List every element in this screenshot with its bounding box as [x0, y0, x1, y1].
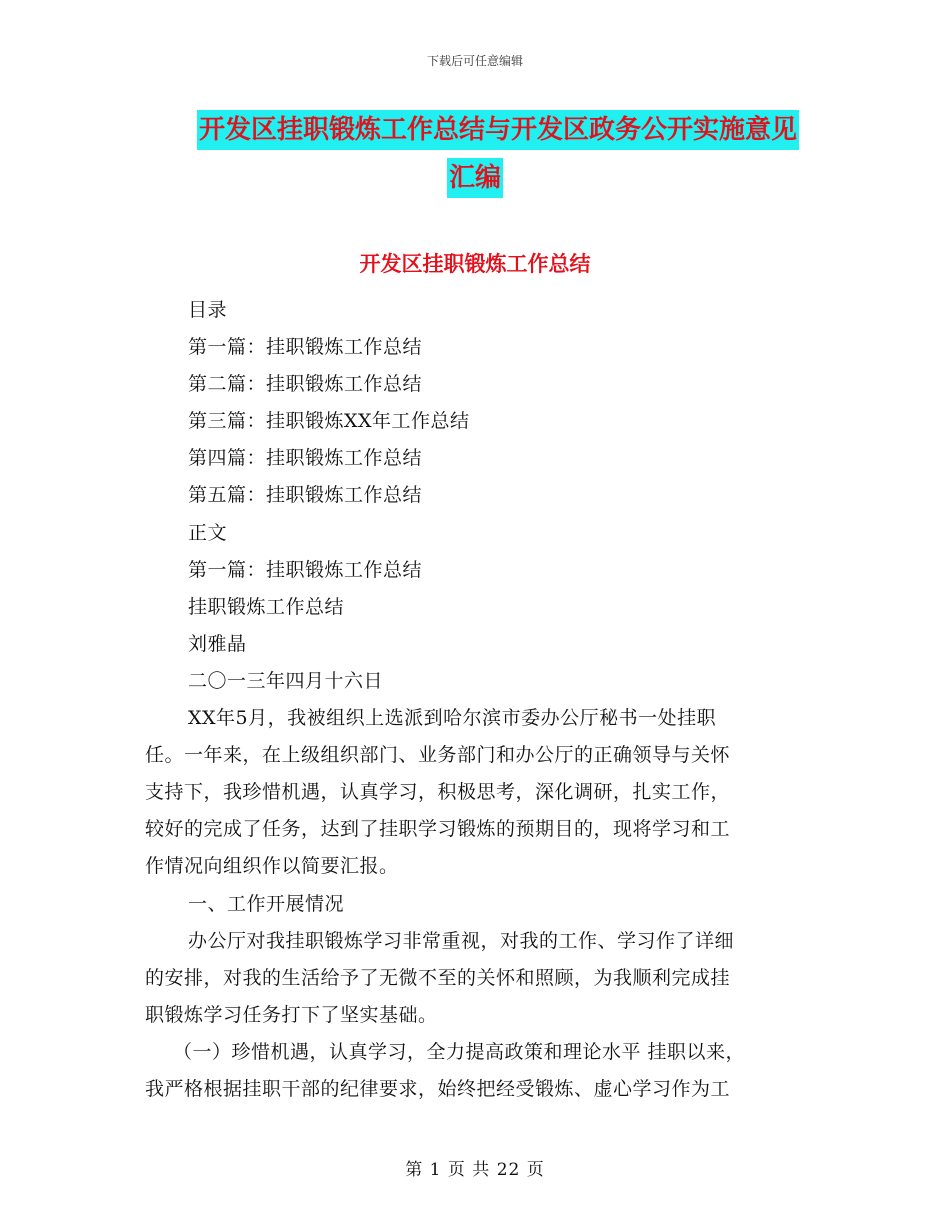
- paragraph-line: 任。一年来，在上级组织部门、业务部门和办公厅的正确领导与关怀: [145, 744, 731, 767]
- toc-item-1: 第一篇：挂职锻炼工作总结: [188, 336, 423, 359]
- subsection-line: （一）珍惜机遇，认真学习，全力提高政策和理论水平 挂职以来，: [173, 1040, 746, 1063]
- title-line-2: 汇编: [447, 158, 503, 198]
- title-line-1: 开发区挂职锻炼工作总结与开发区政务公开实施意见: [197, 110, 799, 150]
- body-text: [145, 292, 825, 1108]
- section-heading: 一、工作开展情况: [188, 892, 345, 915]
- paragraph-line: 职锻炼学习任务打下了坚实基础。: [145, 1003, 438, 1026]
- paragraph-line: 较好的完成了任务，达到了挂职学习锻炼的预期目的，现将学习和工: [145, 818, 731, 841]
- chapter-title: 第一篇：挂职锻炼工作总结: [188, 558, 423, 581]
- body-heading: 正文: [188, 521, 228, 544]
- page-footer: 第 1 页 共 22 页: [405, 1160, 545, 1180]
- toc-item-5: 第五篇：挂职锻炼工作总结: [188, 484, 423, 507]
- toc-item-2: 第二篇：挂职锻炼工作总结: [188, 373, 423, 396]
- header-note: 下载后可任意编辑: [426, 54, 523, 68]
- paragraph-line: 作情况向组织作以简要汇报。: [145, 855, 399, 878]
- author-name: 刘雅晶: [188, 632, 247, 655]
- paragraph-line: 办公厅对我挂职锻炼学习非常重视，对我的工作、学习作了详细: [188, 929, 735, 952]
- section-title: 开发区挂职锻炼工作总结: [359, 252, 591, 276]
- document-title: [0, 110, 950, 198]
- paragraph-line: 的安排，对我的生活给予了无微不至的关怀和照顾，为我顺利完成挂: [145, 966, 731, 989]
- article-date: 二〇一三年四月十六日: [188, 669, 384, 692]
- paragraph-line: 支持下，我珍惜机遇，认真学习，积极思考，深化调研，扎实工作，: [145, 781, 731, 804]
- article-title: 挂职锻炼工作总结: [188, 595, 345, 618]
- paragraph-line: 我严格根据挂职干部的纪律要求，始终把经受锻炼、虚心学习作为工: [145, 1077, 731, 1100]
- toc-item-3: 第三篇：挂职锻炼XX年工作总结: [188, 410, 470, 433]
- paragraph-line: XX年5月，我被组织上选派到哈尔滨市委办公厅秘书一处挂职: [188, 707, 717, 730]
- toc-heading: 目录: [188, 299, 228, 321]
- toc-item-4: 第四篇：挂职锻炼工作总结: [188, 447, 423, 470]
